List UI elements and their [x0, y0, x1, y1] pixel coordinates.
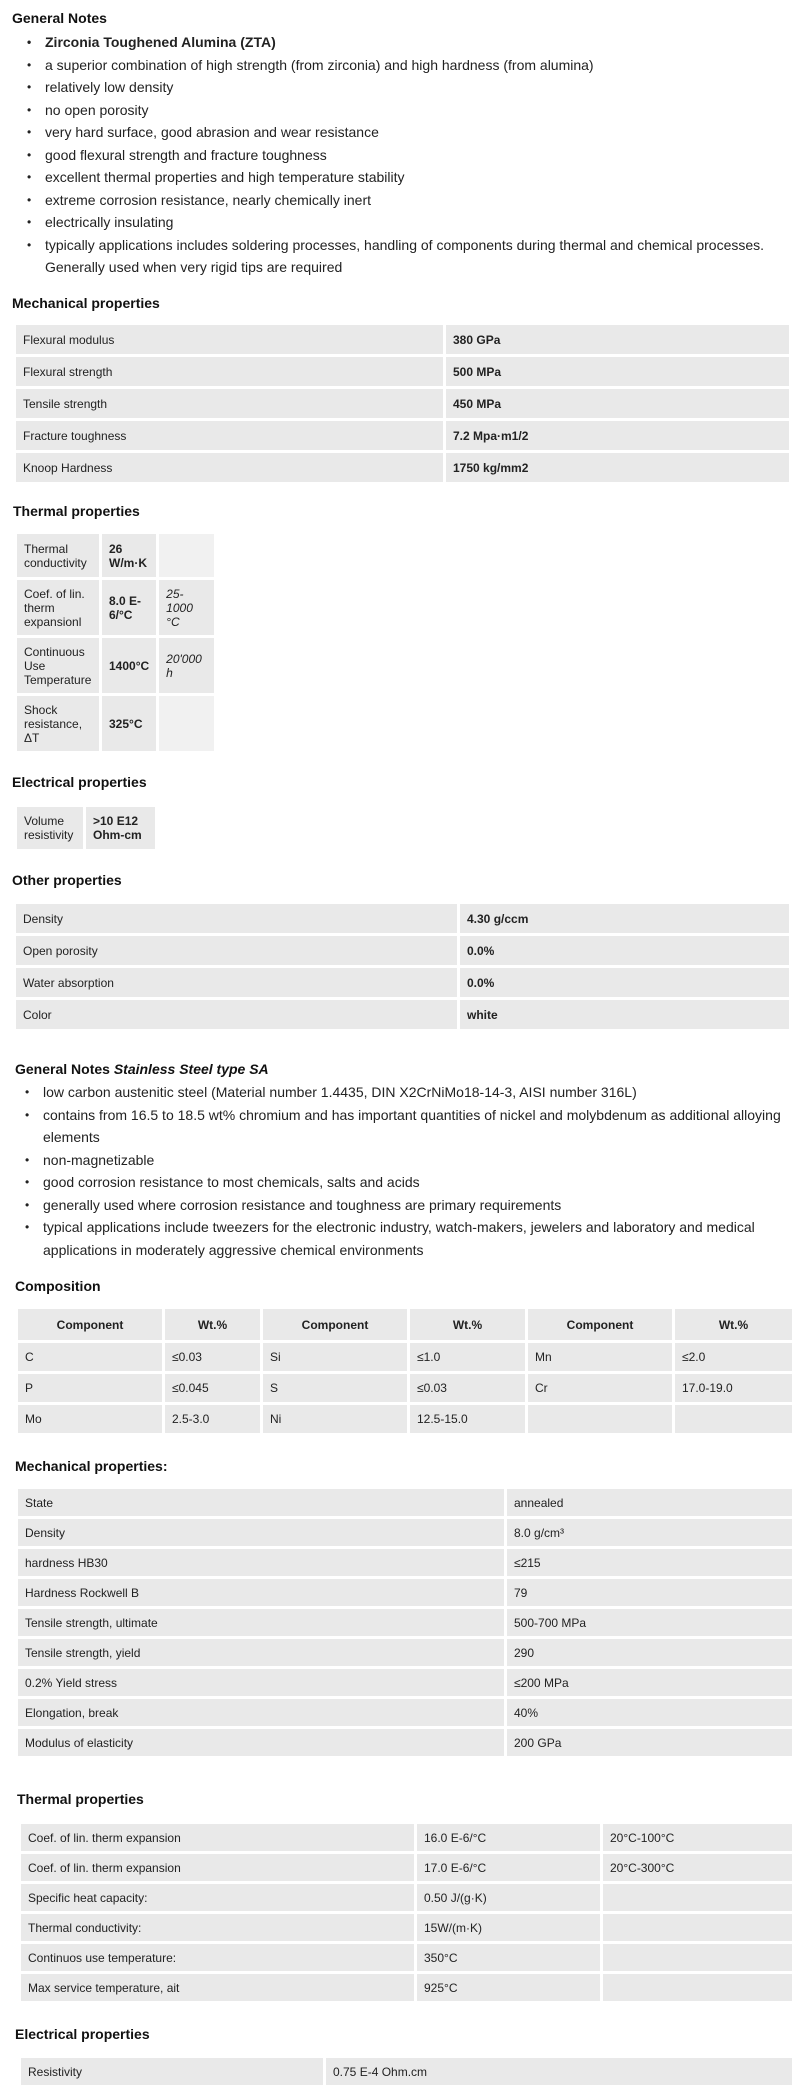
value-cell: 290 [507, 1639, 792, 1666]
value-cell: ≤215 [507, 1549, 792, 1576]
value-cell: 350°C [417, 1944, 600, 1971]
table-row [16, 357, 789, 386]
property-cell: Specific heat capacity: [21, 1884, 414, 1911]
property-cell: Continuous Use Temperature [17, 638, 99, 693]
table-row [17, 638, 214, 693]
property-cell: Thermal conductivity [17, 534, 99, 577]
list-item: • good corrosion resistance to most chemicals, salts and acids [13, 1171, 793, 1194]
zta-other-heading: Other properties [12, 872, 122, 888]
value-cell: 200 GPa [507, 1729, 792, 1756]
condition-cell: 20°C-300°C [603, 1854, 792, 1881]
table-header-row [18, 1309, 792, 1340]
column-header: Component [263, 1309, 407, 1340]
table-row [21, 1974, 792, 2001]
value-cell: 0.75 E-4 Ohm.cm [326, 2058, 792, 2085]
property-cell: Volume resistivity [17, 807, 83, 849]
property-cell: Max service temperature, ait [21, 1974, 414, 2001]
weight-cell [675, 1405, 792, 1433]
property-cell: Elongation, break [18, 1699, 504, 1726]
value-cell: 26 W/m·K [102, 534, 156, 577]
component-cell: C [18, 1343, 162, 1371]
value-cell: 1750 kg/mm2 [446, 453, 789, 482]
table-row [17, 534, 214, 577]
property-cell: 0.2% Yield stress [18, 1669, 504, 1696]
heading-material: Stainless Steel type SA [113, 1061, 269, 1077]
zta-other-table [13, 901, 792, 1032]
value-cell: 17.0 E-6/°C [417, 1854, 600, 1881]
property-cell: Thermal conductivity: [21, 1914, 414, 1941]
condition-cell [159, 534, 214, 577]
value-cell: 4.30 g/ccm [460, 904, 789, 933]
condition-cell: 25-1000 °C [159, 580, 214, 635]
property-cell: Water absorption [16, 968, 457, 997]
property-cell: Resistivity [21, 2058, 323, 2085]
value-cell: ≤200 MPa [507, 1669, 792, 1696]
weight-cell: ≤0.03 [410, 1374, 525, 1402]
value-cell: 325°C [102, 696, 156, 751]
ss-general-notes-heading [15, 1061, 269, 1077]
condition-cell [603, 1944, 792, 1971]
list-item: • typically applications includes soldering processes, handling of components during thermal and chemical processes. Generally used when very rigid tips are required [12, 234, 792, 279]
table-row [16, 1000, 789, 1029]
component-cell: P [18, 1374, 162, 1402]
list-item: • electrically insulating [12, 211, 792, 234]
weight-cell: ≤1.0 [410, 1343, 525, 1371]
weight-cell: ≤2.0 [675, 1343, 792, 1371]
property-cell: Tensile strength [16, 389, 443, 418]
table-row [18, 1729, 792, 1756]
table-row [21, 1914, 792, 1941]
property-cell: Knoop Hardness [16, 453, 443, 482]
list-item: • generally used where corrosion resistance and toughness are primary requirements [13, 1194, 793, 1217]
component-cell: Mn [528, 1343, 672, 1371]
list-item: • low carbon austenitic steel (Material number 1.4435, DIN X2CrNiMo18-14-3, AISI number 316L) [13, 1081, 793, 1104]
list-item: • Zirconia Toughened Alumina (ZTA) [12, 31, 792, 54]
value-cell: 925°C [417, 1974, 600, 2001]
list-item: • very hard surface, good abrasion and wear resistance [12, 121, 792, 144]
list-item: • a superior combination of high strength (from zirconia) and high hardness (from alumina) [12, 54, 792, 77]
value-cell: 79 [507, 1579, 792, 1606]
table-row [21, 1944, 792, 1971]
value-cell: 16.0 E-6/°C [417, 1824, 600, 1851]
weight-cell: 12.5-15.0 [410, 1405, 525, 1433]
list-item: • excellent thermal properties and high temperature stability [12, 166, 792, 189]
property-cell: Modulus of elasticity [18, 1729, 504, 1756]
column-header: Wt.% [165, 1309, 260, 1340]
value-cell: 7.2 Mpa·m1/2 [446, 421, 789, 450]
property-cell: Continuos use temperature: [21, 1944, 414, 1971]
weight-cell: ≤0.03 [165, 1343, 260, 1371]
column-header: Component [18, 1309, 162, 1340]
list-item: • good flexural strength and fracture toughness [12, 144, 792, 167]
component-cell: S [263, 1374, 407, 1402]
property-cell: Density [18, 1519, 504, 1546]
zta-thermal-heading: Thermal properties [13, 503, 140, 519]
table-row [16, 936, 789, 965]
property-cell: Open porosity [16, 936, 457, 965]
table-row [18, 1609, 792, 1636]
property-cell: Fracture toughness [16, 421, 443, 450]
table-row [21, 1884, 792, 1911]
table-row [18, 1579, 792, 1606]
weight-cell: 2.5-3.0 [165, 1405, 260, 1433]
ss-composition-table [15, 1306, 795, 1436]
condition-cell [603, 1974, 792, 2001]
value-cell: 40% [507, 1699, 792, 1726]
list-item: • extreme corrosion resistance, nearly chemically inert [12, 189, 792, 212]
condition-cell [603, 1884, 792, 1911]
table-row [17, 580, 214, 635]
value-cell: 0.50 J/(g·K) [417, 1884, 600, 1911]
ss-mechanical-heading: Mechanical properties: [15, 1458, 168, 1474]
value-cell: 450 MPa [446, 389, 789, 418]
table-row [16, 453, 789, 482]
table-row [16, 968, 789, 997]
property-cell: Hardness Rockwell B [18, 1579, 504, 1606]
component-cell: Si [263, 1343, 407, 1371]
ss-thermal-table [18, 1821, 795, 2004]
zta-general-notes-heading: General Notes [12, 10, 107, 26]
value-cell: 500 MPa [446, 357, 789, 386]
property-cell: Shock resistance, ΔT [17, 696, 99, 751]
table-row [18, 1549, 792, 1576]
component-cell: Cr [528, 1374, 672, 1402]
property-cell: Tensile strength, ultimate [18, 1609, 504, 1636]
table-row [18, 1405, 792, 1433]
value-cell: 0.0% [460, 936, 789, 965]
value-cell: >10 E12 Ohm-cm [86, 807, 155, 849]
property-cell: Tensile strength, yield [18, 1639, 504, 1666]
value-cell: 380 GPa [446, 325, 789, 354]
condition-cell [159, 696, 214, 751]
column-header: Wt.% [675, 1309, 792, 1340]
value-cell: white [460, 1000, 789, 1029]
ss-mechanical-table [15, 1486, 795, 1759]
zta-electrical-table [14, 804, 158, 852]
property-cell: Coef. of lin. therm expansion [21, 1824, 414, 1851]
value-cell: 15W/(m·K) [417, 1914, 600, 1941]
value-cell: 500-700 MPa [507, 1609, 792, 1636]
heading-prefix: General Notes [15, 1061, 110, 1077]
value-cell: 1400°C [102, 638, 156, 693]
value-cell: 0.0% [460, 968, 789, 997]
zta-thermal-table [14, 531, 217, 754]
column-header: Component [528, 1309, 672, 1340]
component-cell: Ni [263, 1405, 407, 1433]
component-cell [528, 1405, 672, 1433]
ss-electrical-table [18, 2055, 795, 2088]
table-row [21, 1824, 792, 1851]
property-cell: Color [16, 1000, 457, 1029]
table-row [16, 904, 789, 933]
property-cell: hardness HB30 [18, 1549, 504, 1576]
table-row [17, 696, 214, 751]
table-row [16, 389, 789, 418]
table-row [16, 325, 789, 354]
ss-notes-list [13, 1081, 793, 1261]
property-cell: Density [16, 904, 457, 933]
table-row [18, 1519, 792, 1546]
component-cell: Mo [18, 1405, 162, 1433]
zta-notes-list [12, 31, 792, 279]
table-row [21, 2058, 792, 2085]
value-cell: annealed [507, 1489, 792, 1516]
property-cell: Coef. of lin. therm expansionl [17, 580, 99, 635]
table-row [18, 1374, 792, 1402]
table-row [18, 1489, 792, 1516]
value-cell: 8.0 E-6/°C [102, 580, 156, 635]
table-row [18, 1639, 792, 1666]
table-row [17, 807, 155, 849]
property-cell: State [18, 1489, 504, 1516]
table-row [18, 1669, 792, 1696]
zta-mechanical-table [13, 322, 792, 485]
property-cell: Flexural modulus [16, 325, 443, 354]
ss-electrical-heading: Electrical properties [15, 2026, 150, 2042]
table-row [21, 1854, 792, 1881]
condition-cell [603, 1914, 792, 1941]
zta-electrical-heading: Electrical properties [12, 774, 147, 790]
condition-cell: 20°C-100°C [603, 1824, 792, 1851]
value-cell: 8.0 g/cm³ [507, 1519, 792, 1546]
table-row [18, 1699, 792, 1726]
zta-mechanical-heading: Mechanical properties [12, 295, 160, 311]
weight-cell: 17.0-19.0 [675, 1374, 792, 1402]
property-cell: Coef. of lin. therm expansion [21, 1854, 414, 1881]
ss-thermal-heading: Thermal properties [17, 1791, 144, 1807]
list-item: • non-magnetizable [13, 1149, 793, 1172]
table-row [16, 421, 789, 450]
list-item: • relatively low density [12, 76, 792, 99]
list-item: • typical applications include tweezers for the electronic industry, watch-makers, jewelers and laboratory and medical applications in moderately aggressive chemical environments [13, 1216, 793, 1261]
list-item: • no open porosity [12, 99, 792, 122]
ss-composition-heading: Composition [15, 1278, 101, 1294]
table-row [18, 1343, 792, 1371]
column-header: Wt.% [410, 1309, 525, 1340]
weight-cell: ≤0.045 [165, 1374, 260, 1402]
condition-cell: 20'000 h [159, 638, 214, 693]
list-item: • contains from 16.5 to 18.5 wt% chromium and has important quantities of nickel and molybdenum as additional alloying elements [13, 1104, 793, 1149]
property-cell: Flexural strength [16, 357, 443, 386]
